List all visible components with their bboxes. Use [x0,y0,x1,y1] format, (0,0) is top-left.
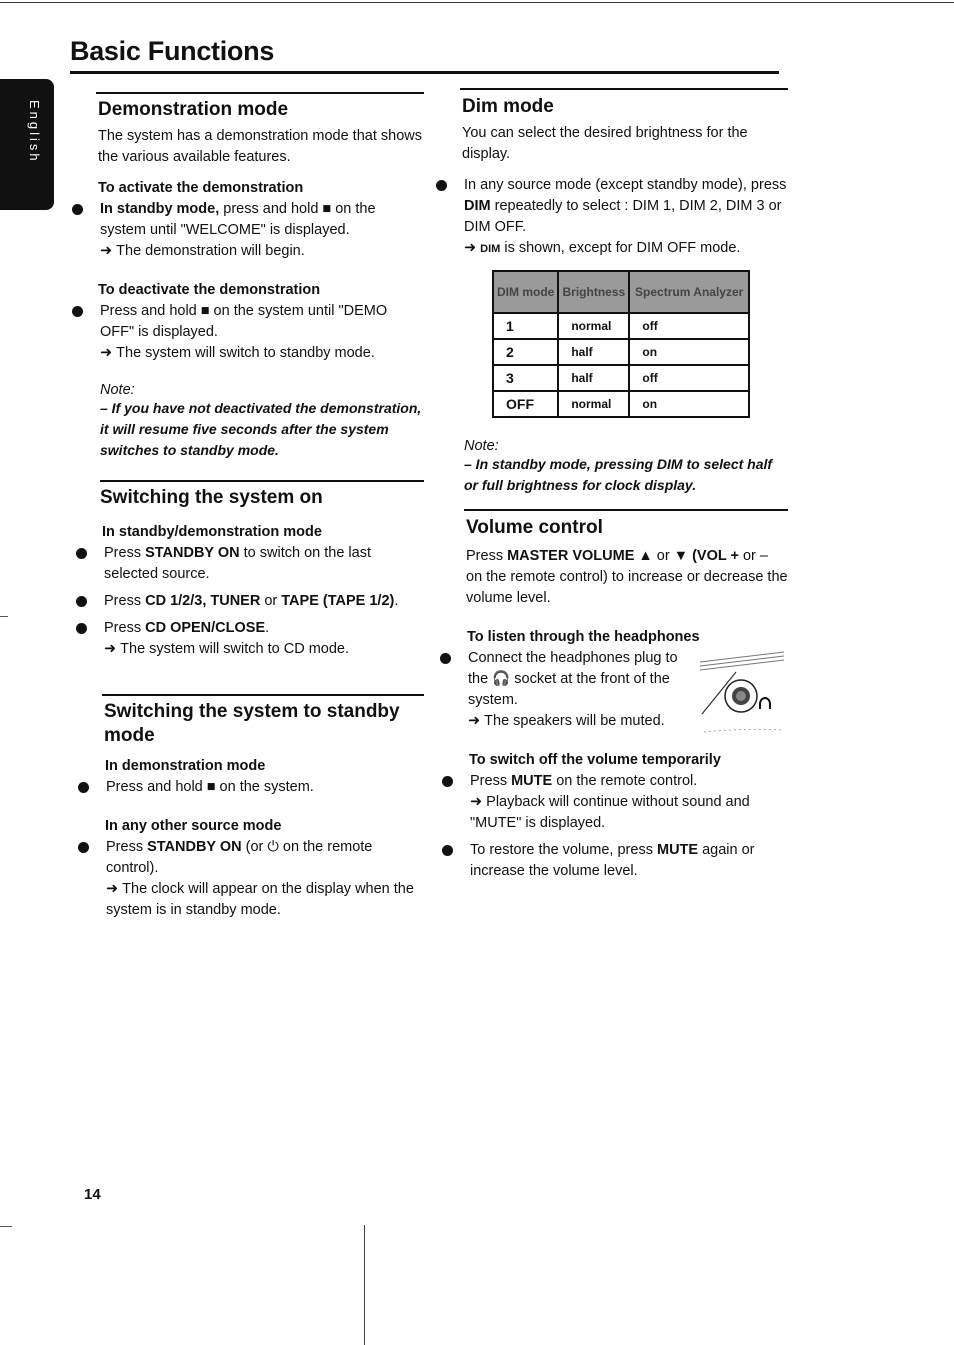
bold-text: MUTE [511,773,553,789]
list-text: again or increase the volume level. [470,842,755,879]
list-item [72,301,424,343]
table-header-row [493,271,749,313]
bold-text: MUTE [656,842,699,858]
bullet-icon [442,845,453,856]
arrow-icon: ➜ [468,713,481,729]
standby-section [72,694,424,921]
list-text: Press [106,839,148,855]
list-text: on the remote control. [552,773,698,789]
list-text: (or ⏻ on the remote control). [106,839,373,876]
bullet-icon [76,623,87,634]
bullet-icon [72,204,83,215]
result-line [436,238,788,260]
arrow-icon: ➜ [100,243,113,259]
switch-on-section [72,480,424,660]
result-text: is shown, except for DIM OFF mode. [500,240,741,256]
list-text: To restore the volume, press [470,842,657,858]
result-text: The clock will appear on the display when the system is in standby mode. [106,881,414,918]
table-cell: OFF [493,391,558,417]
table-cell: 3 [493,365,558,391]
table-cell: 1 [493,313,558,339]
section-rule [460,88,788,90]
section-rule [464,509,788,511]
table-row [493,313,749,339]
list-item [78,837,424,879]
table-cell: 2 [493,339,558,365]
bold-text: In standby mode, [100,201,220,217]
list-item [442,840,788,882]
section-rule [102,694,424,696]
list-text: or [260,593,282,609]
section-rule [96,92,424,94]
list-item [72,199,424,241]
list-text: Connect the headphones plug to the 🎧 socket at the front of the system. [468,650,678,708]
bold-text: CD 1/2/3, TUNER [145,593,261,609]
bold-text: DIM [464,198,491,214]
sub-heading: In any other source mode [105,818,282,834]
table-row [493,339,749,365]
list-text: Press [470,773,512,789]
bullet-icon [78,782,89,793]
body-text: or [652,548,674,564]
margin-tick [0,1226,12,1227]
table-header: DIM mode [493,271,558,313]
table-header: Brightness [558,271,629,313]
list-text: Press and hold ■ on the system until "DEMO OFF" is displayed. [100,303,388,340]
bold-text: STANDBY ON [147,839,242,855]
list-text: . [265,620,270,636]
result-line [78,879,424,921]
sub-heading: To switch off the volume temporarily [469,752,721,768]
volume-intro [466,546,788,609]
list-text: . [394,593,399,609]
table-row [493,391,749,417]
list-text: to switch on the last selected source. [104,545,371,582]
page-title: Basic Functions [70,36,275,66]
arrow-icon: ➜ [104,641,117,657]
volume-section [436,509,788,882]
list-text: Press [104,545,146,561]
list-text: Press and hold ■ on the system. [106,779,314,795]
bullet-icon [76,596,87,607]
table-cell: on [629,391,749,417]
note-label: Note: [100,382,135,398]
bold-text: MASTER VOLUME ▲ [507,548,653,564]
list-item [442,771,788,792]
table-cell: normal [558,391,629,417]
section-title: Switching the system to standby mode [104,701,400,746]
list-item [76,591,424,612]
result-line [72,343,424,364]
list-text: Press [104,593,146,609]
list-item [76,618,424,639]
arrow-icon: ➜ [464,240,477,256]
sub-heading: In standby/demonstration mode [102,524,322,540]
bullet-icon [442,776,453,787]
table-row [493,365,749,391]
note-label: Note: [464,438,499,454]
headphone-socket-illustration [696,644,788,734]
list-item [440,648,698,711]
result-text: Playback will continue without sound and "MUTE" is displayed. [470,794,750,831]
list-text: In any source mode (except standby mode), press [464,177,787,193]
bullet-icon [72,306,83,317]
list-text: repeatedly to select : DIM 1, DIM 2, DIM 3 or DIM OFF. [464,198,782,235]
deactivate-heading: To deactivate the demonstration [98,282,321,298]
table-cell: off [629,365,749,391]
note-text: – If you have not deactivated the demonstration, it will resume five seconds after the system switches to standby mode. [100,400,422,458]
result-line [76,639,424,660]
section-title: Demonstration mode [98,99,289,120]
table-header: Spectrum Analyzer [629,271,749,313]
top-border [0,2,954,3]
demo-section [72,92,424,461]
section-title: Volume control [466,517,603,538]
sub-heading: In demonstration mode [105,758,266,774]
body-text: Press [466,548,508,564]
arrow-icon: ➜ [470,794,483,810]
section-rule [100,480,424,482]
table-cell: half [558,339,629,365]
arrow-icon: ➜ [106,881,119,897]
table-cell: half [558,365,629,391]
table-cell: off [629,313,749,339]
result-line [442,792,788,834]
language-tab-label: English [27,100,42,164]
headphones-block [436,648,788,732]
bold-text: ▼ (VOL + [673,548,739,564]
arrow-icon: ➜ [100,345,113,361]
bold-text: TAPE (TAPE 1/2) [281,593,395,609]
dim-table [492,270,750,418]
bold-text: CD OPEN/CLOSE [145,620,266,636]
table-cell: normal [558,313,629,339]
list-text: press and hold ■ on the system until "WELCOME" is displayed. [100,201,376,238]
bullet-icon [76,548,87,559]
dim-intro: You can select the desired brightness for the display. [462,125,748,162]
demo-intro: The system has a demonstration mode that shows the various available features. [98,128,422,165]
result-text: The system will switch to standby mode. [116,345,375,361]
fold-line [364,1225,365,1345]
body-text: or – on the remote control) to increase or decrease the volume level. [466,548,788,606]
dim-section [436,88,788,496]
result-line [72,241,424,262]
bold-text: STANDBY ON [145,545,240,561]
activate-heading: To activate the demonstration [98,180,304,196]
result-text: The demonstration will begin. [116,243,305,259]
bullet-icon [78,842,89,853]
sub-heading: To listen through the headphones [467,629,700,645]
page-number: 14 [84,1186,101,1203]
result-text: The system will switch to CD mode. [120,641,349,657]
list-item [76,543,424,585]
bullet-icon [436,180,447,191]
list-text: Press [104,620,146,636]
section-title: Dim mode [462,96,554,117]
note-text: – In standby mode, pressing DIM to select half or full brightness for clock display. [464,456,773,493]
result-text: The speakers will be muted. [484,713,665,729]
list-item [78,777,424,798]
table-cell: on [629,339,749,365]
bullet-icon [440,653,451,664]
margin-tick [0,616,8,617]
list-item [436,175,788,238]
bold-text: DIM [480,243,501,255]
section-title: Switching the system on [100,487,323,508]
title-rule [70,71,779,74]
